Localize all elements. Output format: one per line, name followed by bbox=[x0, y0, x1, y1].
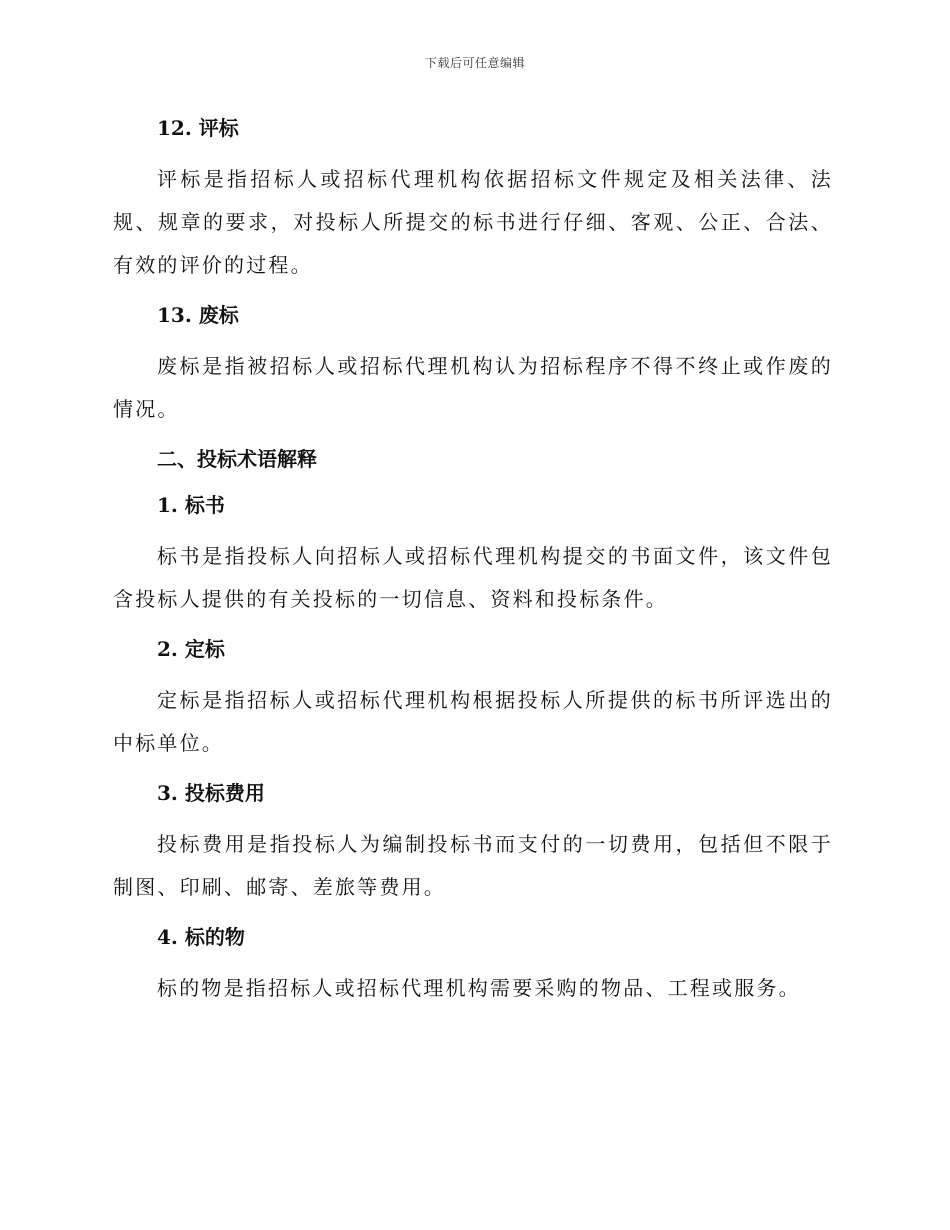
document-body bbox=[113, 112, 833, 1022]
section-paragraph-4: 标的物是指招标人或招标代理机构需要采购的物品、工程或服务。 bbox=[157, 976, 801, 1000]
section-heading-13: 13. 废标 bbox=[157, 303, 239, 327]
section-heading-3: 3. 投标费用 bbox=[157, 781, 265, 805]
section-heading-12: 12. 评标 bbox=[157, 116, 239, 140]
section-paragraph-2: 定标是指招标人或招标代理机构根据投标人所提供的标书所评选出的中标单位。 bbox=[113, 688, 833, 755]
section-paragraph-3: 投标费用是指投标人为编制投标书而支付的一切费用，包括但不限于制图、印刷、邮寄、差旅等费用。 bbox=[113, 832, 833, 899]
section-heading-1: 1. 标书 bbox=[157, 493, 225, 517]
section-heading-2: 2. 定标 bbox=[157, 637, 225, 661]
section-paragraph-12: 评标是指招标人或招标代理机构依据招标文件规定及相关法律、法规、规章的要求，对投标人所提交的标书进行仔细、客观、公正、合法、有效的评价的过程。 bbox=[113, 167, 833, 277]
section-paragraph-1: 标书是指投标人向招标人或招标代理机构提交的书面文件，该文件包含投标人提供的有关投标的一切信息、资料和投标条件。 bbox=[113, 544, 833, 611]
page-header: 下载后可任意编辑 bbox=[424, 56, 525, 70]
section-heading-4: 4. 标的物 bbox=[157, 925, 245, 949]
chapter-heading-2: 二、投标术语解释 bbox=[157, 447, 317, 471]
section-paragraph-13: 废标是指被招标人或招标代理机构认为招标程序不得不终止或作废的情况。 bbox=[113, 354, 833, 421]
